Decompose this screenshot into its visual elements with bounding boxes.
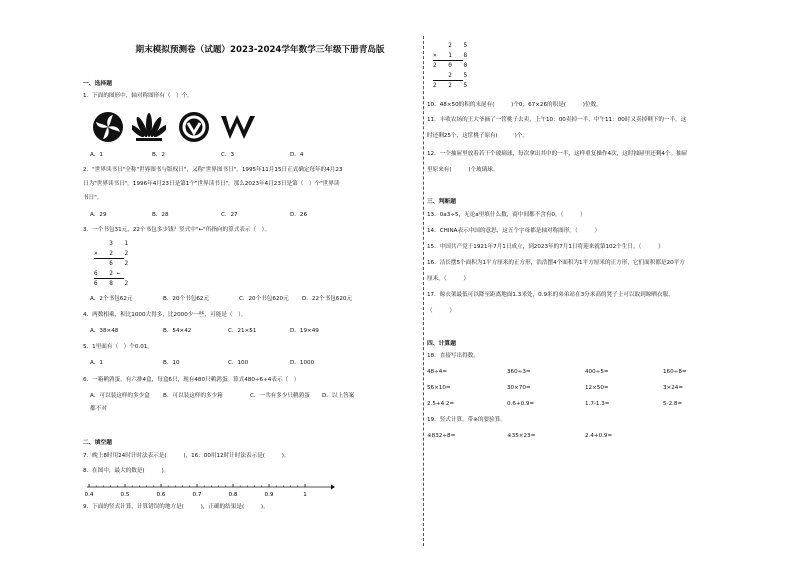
vert-rule (433, 60, 463, 61)
q3-option-d: D．22个书包620元 (302, 296, 353, 302)
vert-row: 2 2 5 (433, 82, 472, 89)
calc-cell: 30×70= (507, 385, 531, 391)
question-17-line-1: 17．晾衣架最低可以降至距离地面1.3米处，0.9米的弟弟站在3分米高的凳子上可以取到晾晒衣服。 (427, 292, 674, 298)
q6-option-c: C．一共有多少只鹌鹑蛋 (250, 393, 310, 399)
number-line-label: 0.8 (228, 492, 238, 498)
question-1: 1．下面的图形中，轴对称图形有（ ）个。 (83, 93, 193, 99)
q2-option-a: A．29 (90, 212, 107, 218)
vert-rule (94, 278, 124, 279)
vert-row: 2 0 0 (433, 62, 472, 69)
question-10: 10．48×50的积的末尾有( )个0；67×26的积是( )位数。 (427, 102, 602, 108)
page-title: 期末模拟预测卷（试题）2023-2024学年数学三年级下册青岛版 (135, 45, 385, 55)
bauhinia-logo-icon (92, 111, 124, 143)
q5-option-a: A．1 (90, 360, 103, 366)
q4-option-a: A．38×48 (90, 328, 119, 334)
question-16-line-1: 16．洁长摆5个面积为1平方厘米的正方形，浩浩摆4个面积为1平方厘米的正方形，它们面积都是20平方 (427, 260, 685, 266)
q2-option-c: C．27 (221, 212, 238, 218)
q19-item: ※832÷8= (427, 433, 456, 439)
question-2-line-2: 日为"世界读书日"。1996年4月23日是第1个"世界读书日"，那么2023年4月23日是第（ ）个"世界读 (83, 181, 340, 187)
vert-row: 2 5 (433, 72, 472, 79)
q4-option-c: C．21×51 (228, 328, 257, 334)
question-2-line-1: 2．"世界读书日"全称"世界图书与版权日"，又称"世界图书日"。1995年11月15日正式确定每年的4月23 (83, 167, 343, 173)
q2-option-d: D．26 (290, 212, 308, 218)
shell-fan-logo-icon (132, 111, 166, 143)
question-4: 4．两数相乘，积比1000大得多，比2000少一些，可能是（ ）。 (83, 312, 247, 318)
q1-option-c: C．3 (221, 152, 235, 158)
q3-option-b: B．20个书包62元 (163, 296, 210, 302)
number-line-label: 0.6 (156, 492, 166, 498)
question-19: 19．竖式计算，带※的要验算。 (427, 417, 506, 423)
calc-cell: 12×50= (585, 385, 609, 391)
q2-option-b: B．28 (152, 212, 169, 218)
question-6: 6．一箱鹌鹑蛋，有六排4盒，每盒6只，现有480只鹌鹑蛋。算式480÷6÷4表示（ ） (83, 377, 300, 383)
number-line-label: 0.9 (264, 492, 274, 498)
vert-row: × 1 8 (433, 52, 472, 59)
question-12-line-2: 里原来有( )个玻璃球。 (427, 167, 499, 173)
question-11-line-2: 时还剩25个，这筐桃子原有( )个。 (427, 133, 528, 139)
question-13: 13．0a3÷5，无论a里填什么数，商中间都不含有0。（ ） (427, 212, 586, 218)
number-line-svg (85, 483, 335, 503)
q9-vertical-multiplication (433, 42, 473, 94)
q6-option-d-tail: 都不对 (90, 406, 107, 412)
section-judge-heading: 三、判断题 (427, 199, 456, 205)
question-17-line-2: （ ） (427, 308, 455, 314)
calc-cell: 2.5+4.2= (427, 401, 455, 407)
question-7: 7．晚上8时用24时计时法表示是( )，16：00用12时计时法表示是( )。 (83, 453, 290, 459)
wave-w-logo-icon (220, 113, 256, 141)
calc-cell: 400÷5= (585, 369, 609, 375)
section-choice-heading: 一、选择题 (83, 81, 112, 87)
q19-item: ※35×23= (507, 433, 536, 439)
calc-cell: 160÷8= (663, 369, 687, 375)
question-8: 8．在图中，最大的数是( )。 (83, 468, 170, 474)
section-calc-heading: 四、计算题 (427, 341, 456, 347)
question-18: 18．直接写出得数。 (427, 353, 479, 359)
circle-badge-logo-icon (178, 111, 210, 143)
vert-row: 6 2 (94, 260, 133, 267)
number-line-label: 0.4 (85, 492, 94, 498)
vert-row: 6 2← (94, 270, 125, 277)
question-3: 3．一个书包31元，22个书包多少钱？竖式中"←"所指向的算式表示（ ）。 (83, 227, 271, 233)
vert-row: × 2 2 (94, 250, 133, 257)
q1-option-d: D．4 (290, 152, 304, 158)
q19-item: 2.4+0.9= (585, 433, 613, 439)
question-11-line-1: 11．丰收农场的王大爷摘了一筐桃子去卖，上午10：00卖掉一半，中午11：00时又卖掉剩下的一半，这 (427, 117, 687, 123)
q3-option-a: A．2个书包62元 (90, 296, 133, 302)
q3-option-c: C．20个书包620元 (239, 296, 289, 302)
number-line-label: 0.7 (192, 492, 202, 498)
q6-option-d: D．以上答案 (322, 393, 355, 399)
q4-option-b: B．54×42 (163, 328, 192, 334)
number-line-label: 0.5 (120, 492, 130, 498)
q5-option-c: C．100 (228, 360, 249, 366)
number-line (85, 483, 335, 503)
q6-option-b: B．可以装这样的多少箱 (163, 393, 223, 399)
q1-option-b: B．2 (152, 152, 165, 158)
question-12-line-1: 12．一个抽屉里放着若干个玻璃球，每次拿出其中的一半，这样重复操作4次，这时抽屉里还剩4个。抽屉 (427, 151, 688, 157)
vert-rule (433, 80, 463, 81)
vert-row: 3 1 (94, 240, 133, 247)
q3-vertical-multiplication (94, 240, 134, 290)
q5-option-d: D．1000 (290, 360, 315, 366)
question-5: 5．1里面有（ ）个0.01。 (83, 344, 153, 350)
calc-cell: 360÷3= (507, 369, 531, 375)
calc-cell: 3×24= (663, 385, 684, 391)
vert-row: 2 5 (433, 42, 472, 49)
q1-option-a: A．1 (90, 152, 103, 158)
calc-cell: 5-2.8= (663, 401, 683, 407)
number-line-label: 1 (303, 492, 307, 498)
q6-option-a: A．可以装这样的多少盒 (90, 393, 150, 399)
question-9: 9．下面的竖式计算，计算错误的地方是( )，正确的结果是( )。 (83, 504, 269, 510)
question-2-line-3: 书日"。 (83, 195, 103, 201)
question-15: 15．中国共产党于1921年7月1日成立，到2023年的7月1日将迎来就第102个生日。（ ） (427, 244, 664, 250)
calc-cell: 1.7-1.3= (585, 401, 610, 407)
calc-cell: 48÷4= (427, 369, 448, 375)
q4-option-d: D．19×49 (290, 328, 319, 334)
calc-cell: 56×10= (427, 385, 451, 391)
right-column (423, 0, 794, 562)
q5-option-b: B．10 (163, 360, 180, 366)
question-16-line-2: 厘米。（ ） (427, 276, 469, 282)
question-14: 14．CHINA表示中国的意思，这五个字母都是轴对称图形。（ ） (427, 228, 601, 234)
calc-cell: 0.6+0.9= (507, 401, 535, 407)
vert-rule (94, 258, 124, 259)
vert-row: 6 8 2 (94, 280, 133, 287)
section-fill-heading: 二、填空题 (83, 440, 112, 446)
